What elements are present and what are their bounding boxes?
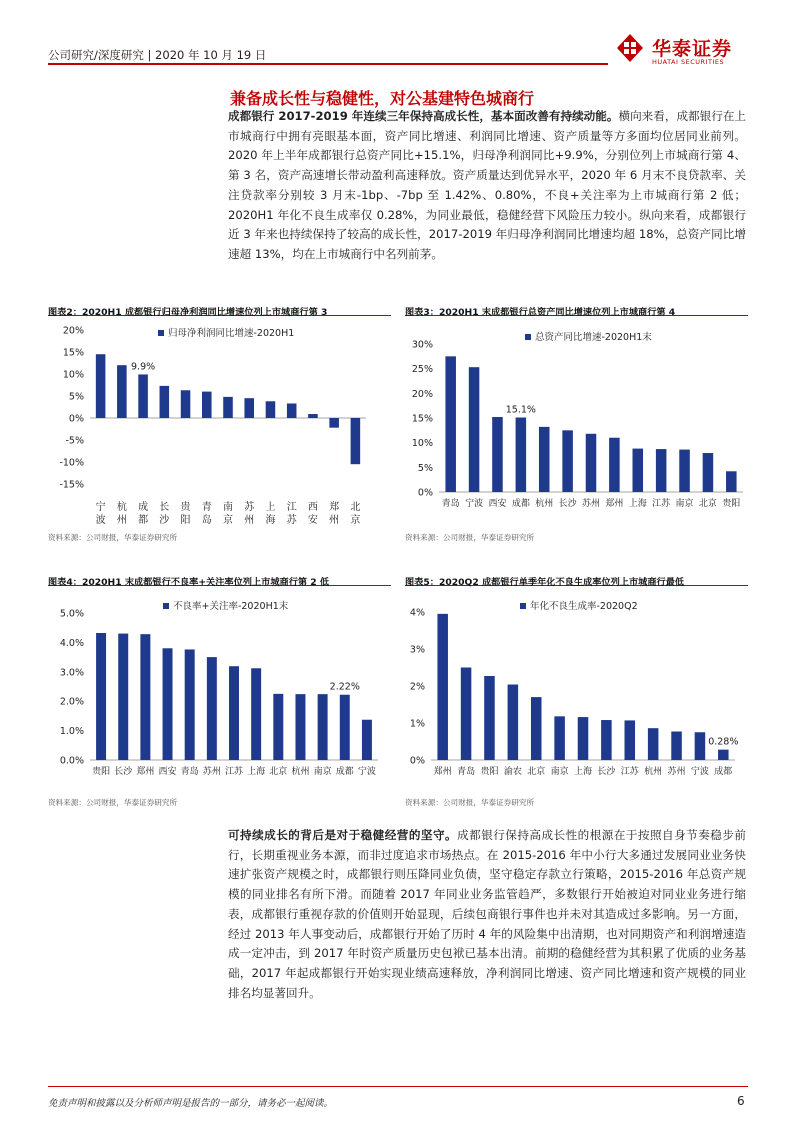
y-tick-label: 20% [411,388,433,400]
paragraph-2-body: 成都银行保持高成长性的根源在于按照自身节奏稳步前行，长期重视业务本源，而非过度追求市场热点。在 2015-2016 年中小行大多通过发展同业业务快速扩张资产规模之时，成都银行则压降同业负债，坚守稳定存款立行策略，2015-2016 年总资产规模的同业排名有所下滑。而随着 2017 年同业业务监管趋严，多数银行开始被迫对同业业务进行缩表，成都银行重视存款的价值则开始显现，后续包商银行事件也并未对其造成过多影响。另一方面，经过 2013 年人事变动后，成都银行开始了历时 4 年的风险集中出清期，也对同期资产和利润增速造成一定冲击，到 2017 年时资产质量历史包袱已基本出清。前期的稳健经营为其积累了优质的业务基础，2017 年起成都银行开始实现业绩高速释放，净利润同比增速、资产同比增速和资产规模的同业排名均显著回升。 [228,828,746,1000]
data-label: 2.22% [329,681,360,693]
bar-青岛 [185,649,195,760]
x-tick-label: 长沙 [114,767,133,777]
x-tick-label: 成都 [511,499,530,509]
bar-苏州 [586,434,597,492]
x-tick-label: 州 [244,515,255,526]
bar-贵阳 [484,676,495,760]
x-tick-label: 北京 [527,767,546,777]
x-tick-label: 都 [138,515,149,526]
data-label: 9.9% [131,361,156,373]
x-tick-label: 长沙 [558,499,577,509]
figure-2-title: 2020H1 成都银行归母净利润同比增速位列上市城商行第 3 [81,307,328,318]
figure-4-chart [48,592,391,792]
x-tick-label: 沙 [159,515,170,526]
bar-成都 [718,750,729,760]
bar-西安 [492,417,503,492]
y-tick-label: 2% [409,681,425,693]
legend-swatch [158,330,164,336]
page-number: 6 [737,1094,745,1108]
bar-西安 [163,648,173,760]
bar-成都 [516,418,527,492]
bar-郑州 [437,614,448,760]
figure-2-title-bar [48,300,391,316]
figure-3-title-bar [405,300,748,316]
x-tick-label: 苏州 [667,767,686,777]
bar-青岛 [461,668,472,761]
legend-swatch [163,603,169,609]
bar-上海 [578,717,589,760]
figure-3-source: 资料来源：公司财报，华泰证券研究所 [405,533,535,542]
x-tick-label: 南 [223,502,233,513]
bar-郑州 [329,418,339,428]
y-tick-label: -15% [59,479,84,491]
x-tick-label: 郑州 [433,767,452,777]
bar-宁波 [469,367,480,492]
paragraph-1-lead: 成都银行 2017-2019 年连续三年保持高成长性，基本面改善有持续动能。 [228,109,619,123]
y-tick-label: 5.0% [59,608,84,620]
bar-南京 [679,450,690,492]
x-tick-label: 贵阳 [722,499,741,509]
paragraph-2 [228,826,746,1003]
figure-3-title: 2020H1 末成都银行总资产同比增速位列上市城商行第 4 [438,307,676,318]
bar-南京 [554,716,565,760]
bar-长沙 [160,386,170,418]
x-tick-label: 贵阳 [480,767,499,777]
x-tick-label: 北 [350,502,361,513]
x-tick-label: 西安 [158,767,177,777]
paragraph-2-lead: 可持续成长的背后是对于稳健经营的坚守。 [228,828,458,842]
x-tick-label: 海 [265,515,276,526]
y-tick-label: 1% [409,718,425,730]
x-tick-label: 北京 [698,499,717,509]
x-tick-label: 青 [201,502,212,513]
x-tick-label: 上海 [573,767,593,777]
y-tick-label: 10% [411,438,433,450]
x-tick-label: 波 [95,515,106,526]
section-title: 兼备成长性与稳健性，对公基建特色城商行 [230,89,535,108]
data-label: 0.28% [708,736,739,748]
x-tick-label: 苏 [286,515,297,526]
bar-北京 [351,418,361,464]
figure-4-label: 图表4： [48,577,82,588]
x-tick-label: 渝农 [503,767,522,777]
x-tick-label: 江 [286,502,297,513]
x-tick-label: 长 [159,502,170,513]
figure-5-title: 2020Q2 成都银行单季年化不良生成率位列上市城商行最低 [438,577,685,588]
x-tick-label: 郑 [329,502,340,513]
bar-江苏 [229,666,239,760]
bar-贵阳 [726,471,737,492]
x-tick-label: 南京 [313,767,332,777]
header-divider [48,63,608,65]
x-tick-label: 京 [350,515,361,526]
bar-贵阳 [96,633,106,760]
bar-南京 [318,694,328,760]
bar-杭州 [648,728,659,760]
figure-4-source: 资料来源：公司财报，华泰证券研究所 [48,798,178,807]
bar-郑州 [609,438,620,492]
x-tick-label: 西 [307,502,318,513]
figure-2-chart [48,318,391,528]
paragraph-1-body: 横向来看，成都银行在上市城商行中拥有亮眼基本面，资产同比增速、利润同比增速、资产质量等方多面均位居同业前列。2020 年上半年成都银行总资产同比+15.1%，归母净利润同比+9.9%，分别位列上市城商行第 4、第 3 名，资产高速增长带动盈利高速释放。资产质量达到优异水平，2020 年 6 月末不良贷款率、关注贷款率分别较 3 月末-1bp、-7bp 至 1.42%、0.80%，不良+关注率为上市城商行第 2 低；2020H1 年化不良生成率仅 0.28%，为同业最低，稳健经营下风险压力较小。纵向来看，成都银行近 3 年来也持续保持了较高的成长性，2017-2019 年归母净利润同比增速均超 18%，总资产同比增速超 13%，均在上市城商行中名列前茅。 [228,109,747,261]
y-tick-label: 4.0% [59,637,84,649]
bar-北京 [273,694,283,760]
footer-divider [48,1086,748,1087]
bar-成都 [340,695,350,760]
x-tick-label: 郑州 [136,767,155,777]
bar-上海 [633,449,644,492]
bar-杭州 [117,365,127,418]
paragraph-1 [228,107,746,265]
x-tick-label: 成都 [335,767,354,777]
legend-label: 不良率+关注率-2020H1末 [173,601,289,612]
bar-长沙 [562,430,573,492]
y-tick-label: 5% [417,462,433,474]
bar-西安 [308,414,318,418]
bar-苏州 [207,657,217,760]
bar-青岛 [202,392,212,418]
y-tick-label: 2.0% [59,696,84,708]
x-tick-label: 州 [116,515,127,526]
x-tick-label: 贵阳 [92,767,111,777]
figure-5-chart [405,592,748,792]
x-tick-label: 南京 [550,767,569,777]
x-tick-label: 江苏 [224,767,244,777]
bar-长沙 [601,720,612,760]
x-tick-label: 京 [223,515,233,526]
y-tick-label: 0.0% [59,755,84,767]
x-tick-label: 江苏 [620,767,639,777]
legend-label: 年化不良生成率-2020Q2 [530,601,638,612]
figure-5-label: 图表5： [405,577,439,588]
x-tick-label: 安 [307,515,318,526]
x-tick-label: 苏州 [202,767,221,777]
figure-2-label: 图表2： [48,307,82,318]
x-tick-label: 长沙 [597,767,616,777]
bar-杭州 [295,694,305,760]
y-tick-label: 3.0% [59,667,84,679]
bar-宁波 [695,732,706,760]
y-tick-label: 10% [62,369,84,381]
bar-江苏 [625,720,636,760]
legend-swatch [525,334,531,340]
bar-长沙 [118,634,128,760]
y-tick-label: 0% [409,755,425,767]
y-tick-label: 15% [62,347,84,359]
x-tick-label: 岛 [201,515,212,526]
data-label: 15.1% [505,404,536,416]
bar-渝农 [508,685,519,760]
x-tick-label: 上 [265,502,276,513]
bar-上海 [251,668,261,760]
x-tick-label: 北京 [269,767,288,777]
bar-郑州 [140,634,150,760]
x-tick-label: 青岛 [180,767,199,777]
huatai-logo-icon [614,32,646,64]
bar-杭州 [539,427,550,492]
x-tick-label: 杭州 [535,499,554,509]
y-tick-label: 1.0% [59,726,84,738]
x-tick-label: 宁 [95,502,106,513]
figure-5-title-bar [405,570,748,586]
bar-南京 [223,397,233,418]
x-tick-label: 郑州 [605,499,624,509]
legend-label: 总资产同比增速-2020H1末 [535,332,652,343]
legend-label: 归母净利润同比增速-2020H1 [168,328,295,339]
legend-swatch [520,603,526,609]
y-tick-label: -10% [59,457,84,469]
x-tick-label: 西安 [488,499,507,509]
y-tick-label: 3% [409,644,425,656]
y-tick-label: 30% [411,339,433,351]
figure-3-chart [405,318,748,528]
bar-江苏 [287,403,297,418]
bar-苏州 [671,732,682,760]
bar-江苏 [656,449,667,492]
x-tick-label: 青岛 [441,499,460,509]
x-tick-label: 成 [138,502,149,513]
bar-宁波 [362,720,372,760]
figure-2-source: 资料来源：公司财报，华泰证券研究所 [48,533,178,542]
figure-4-title: 2020H1 末成都银行不良率+关注率位列上市城商行第 2 低 [81,577,330,588]
x-tick-label: 苏 [244,502,255,513]
y-tick-label: 25% [411,364,433,376]
bar-上海 [266,401,276,418]
figure-4-title-bar [48,570,391,586]
y-tick-label: 0% [68,413,84,425]
x-tick-label: 贵 [180,502,191,513]
bar-北京 [531,697,542,760]
figure-5-source: 资料来源：公司财报，华泰证券研究所 [405,798,535,807]
y-tick-label: 5% [68,391,84,403]
x-tick-label: 青岛 [457,767,476,777]
bar-宁波 [96,354,106,418]
bar-成都 [138,374,148,418]
x-tick-label: 阳 [180,515,191,526]
footer-disclaimer: 免责声明和披露以及分析师声明是报告的一部分，请务必一起阅读。 [48,1098,334,1109]
bar-青岛 [445,356,456,492]
y-tick-label: 15% [411,413,433,425]
y-tick-label: 20% [62,325,84,337]
y-tick-label: 0% [417,487,433,499]
x-tick-label: 杭州 [291,767,310,777]
x-tick-label: 上海 [628,499,647,509]
x-tick-label: 南京 [675,499,694,509]
x-tick-label: 成都 [714,767,733,777]
x-tick-label: 州 [329,515,340,526]
bar-苏州 [244,398,254,418]
y-tick-label: 4% [409,607,425,619]
figure-3-label: 图表3： [405,307,439,318]
logo-cn-text: 华泰证券 [652,38,733,60]
x-tick-label: 上海 [247,767,266,777]
x-tick-label: 宁波 [690,767,709,777]
x-tick-label: 江苏 [652,499,671,509]
bar-贵阳 [181,390,191,418]
x-tick-label: 杭 [116,502,127,513]
y-tick-label: -5% [65,435,84,447]
x-tick-label: 宁波 [357,767,376,777]
bar-北京 [703,453,714,492]
x-tick-label: 杭州 [644,767,663,777]
logo-en-text: HUATAI SECURITIES [652,58,725,66]
x-tick-label: 苏州 [581,499,601,509]
report-info: 公司研究/深度研究 | 2020 年 10 月 19 日 [48,48,267,62]
x-tick-label: 宁波 [465,499,484,509]
